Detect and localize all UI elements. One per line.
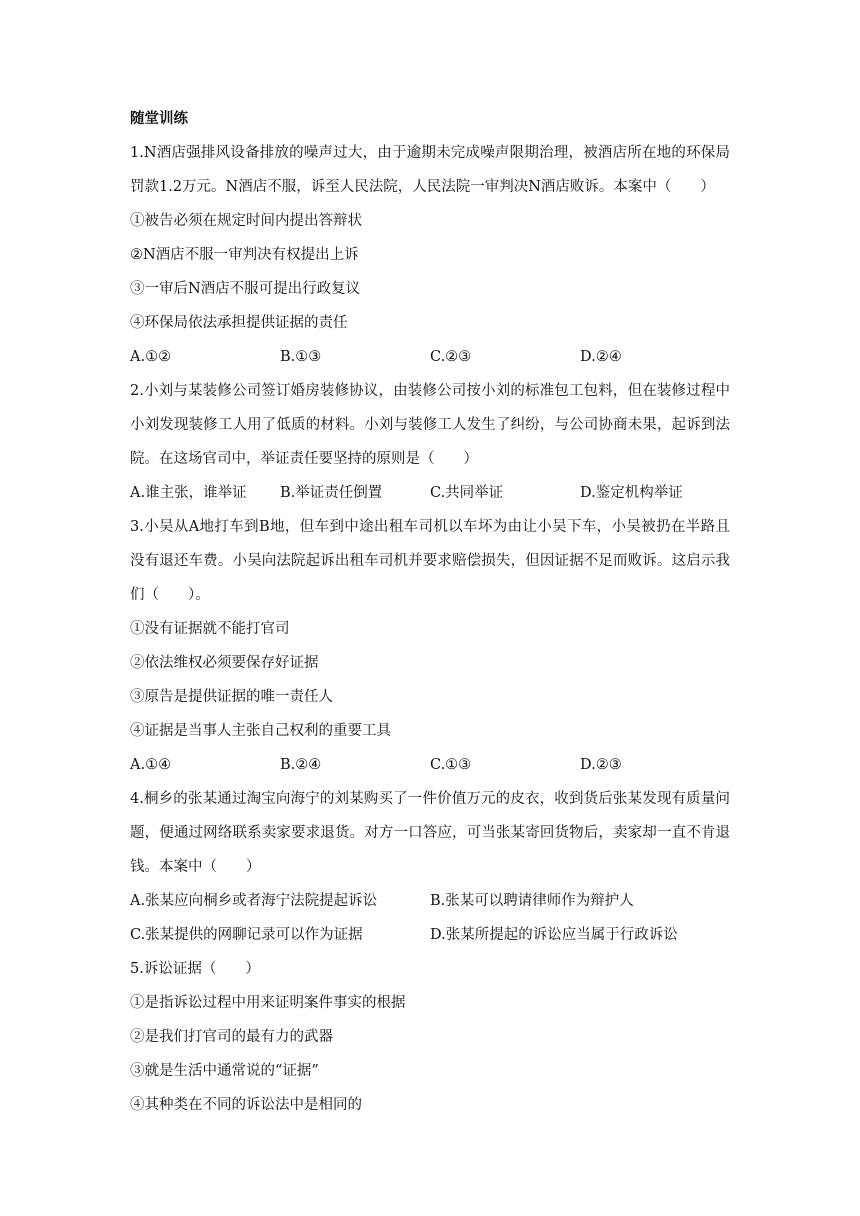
answer-options [130, 476, 730, 510]
statement-item: ②依法维权必须要保存好证据 [130, 655, 319, 671]
section-heading: 随堂训练 [130, 110, 188, 127]
document-page [130, 102, 730, 1122]
statement-item: ②N酒店不服一审判决有权提出上诉 [130, 247, 359, 263]
question-5 [130, 952, 730, 1122]
option-d: D.②④ [580, 349, 622, 365]
option-c: C.①③ [430, 757, 472, 773]
option-b: B.举证责任倒置 [280, 485, 383, 501]
question-stem: 3.小吴从A地打车到B地，但车到中途出租车司机以车坏为由让小吴下车，小吴被扔在半路且没有退还车费。小吴向法院起诉出租车司机并要求赔偿损失，但因证据不足而败诉。这启示我们（ ）。 [130, 519, 730, 603]
statement-item: ③就是生活中通常说的“证据” [130, 1063, 319, 1079]
option-b: B.①③ [280, 349, 322, 365]
option-a: A.谁主张，谁举证 [130, 485, 247, 501]
option-d: D.鉴定机构举证 [580, 485, 683, 501]
option-c: C.②③ [430, 349, 472, 365]
question-stem: 4.桐乡的张某通过淘宝向海宁的刘某购买了一件价值万元的皮衣，收到货后张某发现有质量问题，便通过网络联系卖家要求退货。对方一口答应，可当张某寄回货物后，卖家却一直不肯退钱。本案中（ ） [130, 791, 730, 875]
answer-options [130, 748, 730, 782]
option-d: D.②③ [580, 757, 622, 773]
question-3 [130, 510, 730, 782]
statement-item: ①被告必须在规定时间内提出答辩状 [130, 213, 362, 229]
option-a: A.①④ [130, 757, 172, 773]
option-b: B.张某可以聘请律师作为辩护人 [430, 893, 634, 909]
option-b: B.②④ [280, 757, 322, 773]
statement-item: ③一审后N酒店不服可提出行政复议 [130, 281, 361, 297]
option-a: A.张某应向桐乡或者海宁法院提起诉讼 [130, 893, 378, 909]
statement-item: ③原告是提供证据的唯一责任人 [130, 689, 333, 705]
question-stem: 1.N酒店强排风设备排放的噪声过大，由于逾期未完成噪声限期治理，被酒店所在地的环保局罚款1.2万元。N酒店不服，诉至人民法院，人民法院一审判决N酒店败诉。本案中（ ） [130, 145, 730, 195]
question-2 [130, 374, 730, 510]
question-stem: 2.小刘与某装修公司签订婚房装修协议，由装修公司按小刘的标准包工包料，但在装修过程中小刘发现装修工人用了低质的材料。小刘与装修工人发生了纠纷，与公司协商未果，起诉到法院。在这场官司中，举证责任要坚持的原则是（ ） [130, 383, 730, 467]
statement-item: ④环保局依法承担提供证据的责任 [130, 315, 348, 331]
statement-item: ①没有证据就不能打官司 [130, 621, 290, 637]
answer-options-row-1 [130, 884, 730, 918]
question-4 [130, 782, 730, 952]
question-stem: 5.诉讼证据（ ） [130, 961, 260, 977]
statement-item: ④其种类在不同的诉讼法中是相同的 [130, 1097, 362, 1113]
question-1 [130, 136, 730, 374]
statement-item: ④证据是当事人主张自己权利的重要工具 [130, 723, 391, 739]
option-d: D.张某所提起的诉讼应当属于行政诉讼 [430, 927, 678, 943]
option-c: C.共同举证 [430, 485, 504, 501]
statement-item: ①是指诉讼过程中用来证明案件事实的根据 [130, 995, 406, 1011]
option-a: A.①② [130, 349, 172, 365]
answer-options-row-2 [130, 918, 730, 952]
answer-options [130, 340, 730, 374]
option-c: C.张某提供的网聊记录可以作为证据 [130, 927, 363, 943]
statement-item: ②是我们打官司的最有力的武器 [130, 1029, 333, 1045]
